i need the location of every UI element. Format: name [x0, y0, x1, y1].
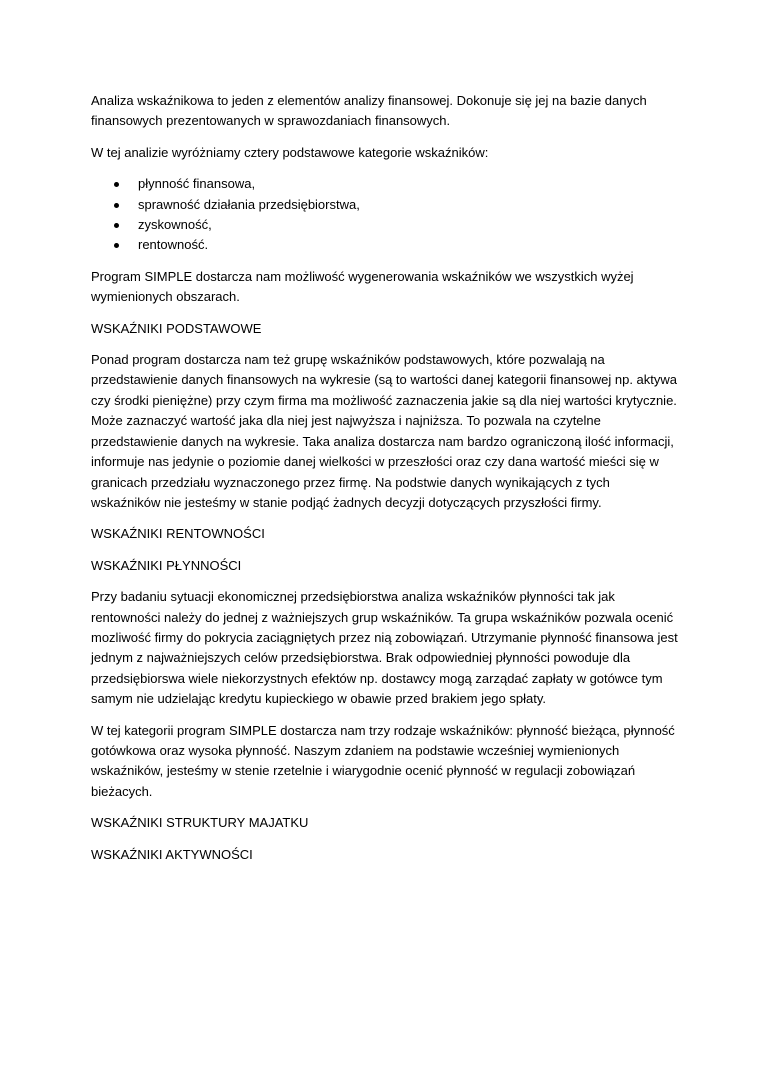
bullet-icon — [114, 223, 119, 228]
bullet-icon — [114, 182, 119, 187]
heading-profitability: WSKAŹNIKI RENTOWNOŚCI — [91, 526, 265, 542]
liquidity-types-paragraph: W tej kategorii program SIMPLE dostarcza nam trzy rodzaje wskaźników: płynność bieżąca, płynność gotówkowa oraz wysoka płynność. Naszym zdaniem na podstawie wcześniej wymienionych wskaźników, jesteśmy w stenie rzetelnie i wiarygodnie ocenić płynność w regulacji zobowiązań bieżacych. — [91, 722, 675, 799]
basic-indicators-paragraph: Ponad program dostarcza nam też grupę wskaźników podstawowych, które pozwalają na przedstawienie danych finansowych na wykresie (są to wartości danej kategorii finansowej np. aktywa czy środki pieniężne) przy czym firma ma możliwość zaznaczenia jakie są dla niej wartości krytycznie. Może zaznaczyć wartość jaka dla niej jest najwyższa i najniższa. To pozwala na czytelne przedstawienie danych na wykresie. Taka analiza dostarcza nam bardzo ograniczoną ilość informacji, informuje nas jedynie o poziomie danej wielkości w przeszłości oraz czy dana wartość mieści się w granicach przedziału wyznaczonego przez firmę. Na podstwie danych wynikających z tych wskaźników nie jesteśmy w stanie podjąć żadnych decyzji dotyczących przyszłości firmy. — [91, 352, 678, 510]
categories-intro: W tej analizie wyróżniamy cztery podstawowe kategorie wskaźników: — [91, 144, 489, 160]
heading-basic-indicators: WSKAŹNIKI PODSTAWOWE — [91, 320, 262, 336]
document-page — [91, 91, 681, 876]
list-item: zyskowność, — [91, 215, 681, 235]
heading-activity: WSKAŹNIKI AKTYWNOŚCI — [91, 846, 253, 862]
list-item: rentowność. — [91, 235, 681, 255]
intro-paragraph: Analiza wskaźnikowa to jeden z elementów analizy finansowej. Dokonuje się jej na bazie danych finansowych prezentowanych w sprawozdaniach finansowych. — [91, 93, 647, 129]
liquidity-paragraph: Przy badaniu sytuacji ekonomicznej przedsiębiorstwa analiza wskaźników płynności tak jak rentowności należy do jednej z ważniejszych grup wskaźników. Ta grupa wskaźników pozwala ocenić mozliwość firmy do pokrycia zaciągniętych przez nią zobowiązań. Utrzymanie płynność finansowa jest jednym z najważniejszych celów przedsiębiorstwa. Brak odpowiedniej płynności powoduje dla przedsiębiorswa wiele niekorzystnych efektów np. dostawcy mogą zarządać zapłaty w gotówce tym samym nie udzielając kredytu kupieckiego w obawie przed brakiem jego spłaty. — [91, 589, 678, 707]
bullet-icon — [114, 243, 119, 248]
categories-list — [91, 174, 681, 256]
list-item: płynność finansowa, — [91, 174, 681, 194]
list-item: sprawność działania przedsiębiorstwa, — [91, 195, 681, 215]
heading-liquidity: WSKAŹNIKI PŁYNNOŚCI — [91, 557, 242, 573]
simple-program-paragraph: Program SIMPLE dostarcza nam możliwość wygenerowania wskaźników we wszystkich wyżej wymienionych obszarach. — [91, 268, 634, 305]
heading-asset-structure: WSKAŹNIKI STRUKTURY MAJATKU — [91, 815, 309, 831]
bullet-icon — [114, 203, 119, 208]
